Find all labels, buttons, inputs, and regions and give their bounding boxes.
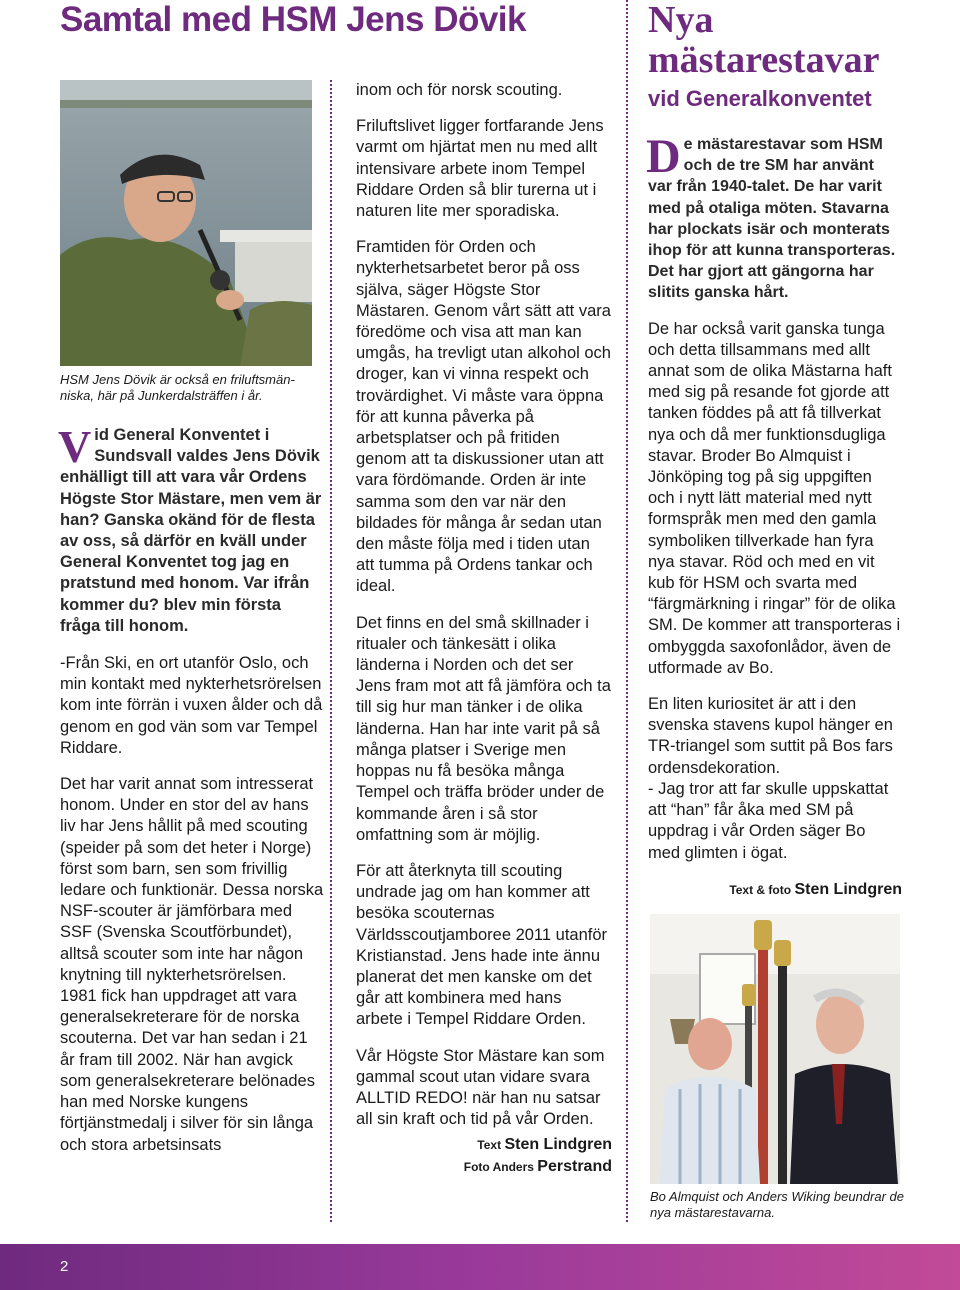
article-subtitle-right: vid Generalkonventet [648,86,872,111]
paragraph: Friluftslivet ligger fortfarande Jens varmt om hjärtat men nu med allt intensivare arbete inom Tempel Riddare Orden så blir turerna ut i naturen lite mer sporadiska. [356,117,604,221]
photo-credit-name: Perstrand [537,1158,612,1176]
paragraph: Det har varit annat som intresserat honom. Under en stor del av hans liv har Jens hållit på med scouting (speider på som det heter i Norge) först som barn, sen som frivillig ledare och funktionär. Dessa norska NSF-scouter är jämförbara med SSF (Svenska Scoutförbundet), alltså scouter som inte har någon knytning till nykterhetsrörelsen. 1981 fick han uppdraget att vara generalsekreterare för de norska scouterna. Det var han sedan i 21 år fram till 2002. När han avgick som generalsekreterare belönades han med Norske kungens förtjänstmedalj i silver för sin långa och stora arbetsinsats [60,775,324,1154]
photo-caption-right: Bo Almquist och Anders Wiking beundrar de nya mästarestavarna. [650,1189,904,1220]
photo-credit-label: Foto Anders [463,1160,534,1175]
paragraph: inom och för norsk scouting. [356,81,563,99]
byline-name: Sten Lindgren [504,1136,612,1154]
byline-name: Sten Lindgren [794,880,902,898]
lead-text-right: e mästarestavar som HSM och de tre SM har använt var från 1940-talet. De har varit med på otaliga möten. Stavarna har plockats isär och monterats ihop för att kunna transporteras. Det har gjort att gängorna har slitits ganska hårt. [648,136,896,302]
lead-text-left: id General Konventet i Sundsvall valdes Jens Dövik enhälligt till att vara vår Ordens Högste Stor Mästare, men vem är han? Ganska okänd för de flesta av oss, så därför en kväll under General Konventet tog jag en pratstund med honom. Var ifrån kommer du? blev min första fråga till honom. [60,426,322,635]
photo-jens-dovik [60,80,312,366]
article-divider [626,0,628,1222]
middle-column [356,80,612,1178]
paragraph: De har också varit ganska tunga och detta tillsammans med allt annat som de olika Mästarna haft med sig på resande fot gjorde att tanken föddes på att få tillverkat nya och då mer funktionsdugliga stavar. Broder Bo Almquist i Jönköping tog på sig uppgiften och i nytt lätt material med nytt formspråk men med den gamla symboliken tillverkade han fyra nya stavar. Röd och med en vit kub för HSM och svarta med “färgmärkning i ringar” för de olika SM. De kommer att transporteras i ombyggda saxofonlådor, även de utformade av Bo. [648,319,901,677]
photo-caption-left: HSM Jens Dövik är också en friluftsmänniska, här på Junkerdalsträffen i år. [60,372,295,403]
paragraph: Det finns en del små skillnader i ritualer och tänkesätt i olika länderna i Norden och det ser Jens fram mot att få jämföra och ta till sig hur man tänker i de olika länderna. Han har inte varit på så många platser i Sverige men hoppas nu få besöka många Tempel och träffa bröder under de kommande åren i så stor omfattning som är möjlig. [356,613,611,844]
paragraph: Framtiden för Orden och nykterhetsarbetet beror på oss själva, säger Högste Stor Mästaren. Genom vårt sätt att vara föredöme och visa att man kan umgås, ha trevligt utan alkohol och droger, kan vi vinna respekt och trovärdighet. Vi måste vara öppna för att kunna påverka på arbetsplatser och på fritiden genom att ta diskussioner utan att vara fördömande. Orden är inte samma som den var när den bildades för många år sedan utan den måste följa med i tiden utan att tumma på Ordens tankar och ideal. [356,238,611,596]
dropcap-right: D [646,130,681,183]
footer-bar [0,1244,960,1290]
right-column [646,130,902,901]
paragraph: Vår Högste Stor Mästare kan som gammal scout utan vidare svara ALLTID REDO! när han nu satsar all sin kraft och tid på vår Orden. [356,1046,605,1129]
paragraph: För att återknyta till scouting undrade jag om han kommer att besöka scouternas Världsscoutjamboree 2011 utanför Kristianstad. Jens hade inte ännu planerat det men kanske om det går att kombinera med hans arbete i Tempel Riddare Orden. [356,861,608,1029]
left-column [58,421,324,1171]
byline-label: Text & foto [729,882,792,897]
page-number: 2 [60,1258,69,1275]
paragraph: -Från Ski, en ort utanför Oslo, och min kontakt med nykterhetsrörelsen kom inte förrän i vuxen ålder och då genom en god vän som var Tempel Riddare. [60,654,323,757]
byline-text [356,1134,612,1156]
lead-paragraph-left [58,421,324,637]
dropcap-left: V [58,421,92,472]
byline-right [648,879,902,901]
photo-mastarestavar [650,914,900,1184]
article-title-left: Samtal med HSM Jens Dövik [60,0,526,39]
lead-paragraph-right [646,130,902,304]
byline-label: Text [477,1138,502,1153]
article-title-right: Nya mästarestavar [648,0,880,81]
paragraph: En liten kuriositet är att i den svenska stavens kupol hänger en TR-triangel som suttit på Bos fars ordensdekoration. - Jag tror att far skulle uppskattat att “han” får åka med SM på uppdrag i vår Orden säger Bo med glimten i ögat. [648,695,893,862]
byline-photo [356,1156,612,1178]
column-divider [330,80,332,1222]
